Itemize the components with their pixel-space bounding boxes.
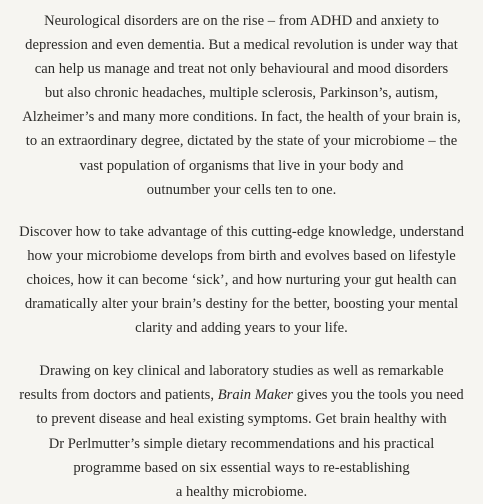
- text-line: vast population of organisms that live in your body and: [79, 157, 404, 174]
- text-line: dramatically alter your brain’s destiny for the better, boosting your mental: [24, 296, 459, 313]
- text-segment: results from doctors and patients,: [19, 387, 218, 404]
- text-line: depression and even dementia. But a medical revolution is under way that: [25, 37, 458, 54]
- text-line: how your microbiome develops from birth and evolves based on lifestyle: [27, 247, 456, 264]
- blurb-paragraph-2: [6, 220, 477, 340]
- text-line: Drawing on key clinical and laboratory studies as well as remarkable: [39, 363, 444, 380]
- text-line: choices, how it can become ‘sick’, and how nurturing your gut health can: [26, 271, 457, 288]
- blurb-paragraph-3: [6, 359, 477, 504]
- text-line: Discover how to take advantage of this cutting-edge knowledge, understand: [19, 223, 464, 240]
- blurb-paragraph-1: [6, 9, 477, 202]
- text-line: Dr Perlmutter’s simple dietary recommendations and his practical: [48, 435, 435, 452]
- text-line: to an extraordinary degree, dictated by the state of your microbiome – the: [25, 133, 458, 150]
- text-line: Neurological disorders are on the rise – from ADHD and anxiety to: [44, 13, 439, 29]
- text-line: Alzheimer’s and many more conditions. In fact, the health of your brain is,: [22, 109, 461, 126]
- text-line: can help us manage and treat not only behavioural and mood disorders: [34, 61, 449, 78]
- text-line: clarity and adding years to your life.: [135, 320, 348, 337]
- text-line: but also chronic headaches, multiple sclerosis, Parkinson’s, autism,: [44, 85, 439, 102]
- book-title: Brain Maker: [217, 387, 293, 404]
- text-line: to prevent disease and heal existing symptoms. Get brain healthy with: [36, 411, 447, 428]
- text-line: a healthy microbiome.: [175, 483, 308, 500]
- text-segment: gives you the tools you need: [292, 387, 464, 404]
- text-line: programme based on six essential ways to re-establishing: [73, 459, 410, 476]
- text-line: [6, 383, 477, 407]
- text-line: outnumber your cells ten to one.: [146, 181, 337, 198]
